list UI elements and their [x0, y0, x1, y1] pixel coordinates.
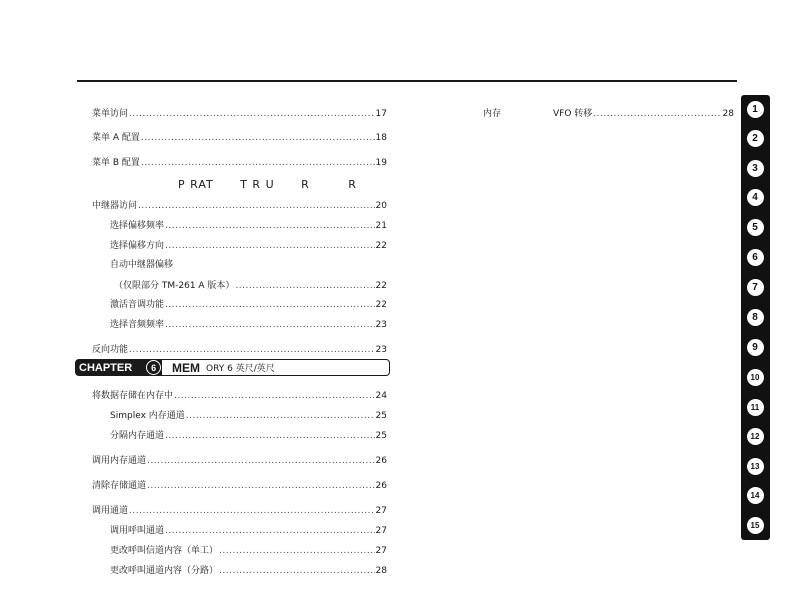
section-heading [178, 178, 357, 191]
toc-entry[interactable] [92, 132, 387, 144]
toc-page: 25 [375, 431, 387, 441]
chapter-number: 6 [146, 360, 161, 375]
chapter-tag [76, 360, 162, 375]
toc-entry[interactable] [553, 108, 734, 120]
leader-dots [165, 430, 375, 442]
toc-entry[interactable] [92, 480, 387, 492]
chapter-tab-4[interactable] [744, 186, 766, 208]
chapter-title-rest: ORY 6 英尺/英尺 [206, 364, 275, 374]
tab-number: 10 [747, 369, 764, 386]
toc-label: 调用呼叫通道 [110, 526, 165, 536]
toc-label: 调用通道 [92, 506, 129, 516]
leader-dots [165, 525, 375, 537]
toc-page: 26 [375, 456, 387, 466]
tab-number: 5 [747, 219, 764, 236]
leader-dots [186, 410, 375, 422]
chapter-tab-2[interactable] [744, 127, 766, 149]
toc-page: 27 [375, 526, 387, 536]
leader-dots [141, 132, 375, 144]
chapter-tab-8[interactable] [744, 306, 766, 328]
leader-dots [129, 505, 375, 517]
leader-dots [129, 344, 375, 356]
leader-dots [219, 565, 375, 577]
toc-page: 28 [375, 566, 387, 576]
toc-entry[interactable] [92, 200, 387, 212]
toc-entry[interactable] [110, 299, 387, 311]
toc-page: 26 [375, 481, 387, 491]
toc-page: 28 [722, 109, 734, 119]
tab-number: 3 [747, 160, 764, 177]
toc-entry[interactable] [92, 157, 387, 169]
tab-number: 14 [747, 487, 764, 504]
chapter-tab-9[interactable] [744, 336, 766, 358]
chapter-title [172, 360, 275, 375]
leader-dots [235, 280, 374, 292]
toc-page: 21 [375, 221, 387, 231]
leader-dots [147, 455, 375, 467]
heading-part: R [301, 178, 310, 191]
toc-entry[interactable] [110, 430, 387, 442]
chapter-tab-6[interactable] [744, 246, 766, 268]
toc-label: 中继器访问 [92, 201, 138, 211]
tab-number: 7 [747, 279, 764, 296]
heading-part: T R U [240, 178, 275, 191]
toc-entry[interactable] [114, 280, 387, 292]
leader-dots [138, 200, 375, 212]
toc-entry[interactable] [92, 505, 387, 517]
toc-label: 菜单 B 配置 [92, 158, 140, 168]
tab-number: 9 [747, 339, 764, 356]
tab-number: 11 [747, 399, 764, 416]
toc-entry[interactable] [110, 565, 387, 577]
toc-page: 22 [375, 241, 387, 251]
toc-page: 19 [375, 158, 387, 168]
leader-dots [219, 545, 375, 557]
right-entry-memory[interactable]: 内存 [483, 109, 502, 119]
chapter-tab-10[interactable] [744, 366, 766, 388]
toc-entry[interactable] [92, 344, 387, 356]
toc-label: （仅限部分 TM-261 A 版本） [114, 281, 235, 291]
toc-page: 24 [375, 391, 387, 401]
chapter-tab-11[interactable] [744, 396, 766, 418]
toc-page: 20 [375, 201, 387, 211]
toc-page: 22 [375, 300, 387, 310]
toc-label: 选择偏移方向 [110, 241, 165, 251]
toc-label: 调用内存通道 [92, 456, 147, 466]
toc-page: 17 [375, 109, 387, 119]
toc-label: 分隔内存通道 [110, 431, 165, 441]
toc-entry[interactable] [92, 108, 387, 120]
tab-number: 6 [747, 249, 764, 266]
leader-dots [165, 220, 375, 232]
tab-number: 8 [747, 309, 764, 326]
leader-dots [141, 157, 375, 169]
chapter-title-bold: MEM [172, 360, 200, 375]
tab-number: 2 [747, 130, 764, 147]
chapter-banner [75, 359, 390, 376]
toc-page: 27 [375, 506, 387, 516]
toc-subheading: 自动中继器偏移 [110, 260, 174, 270]
toc-entry[interactable] [110, 319, 387, 331]
chapter-tab-15[interactable] [744, 514, 766, 536]
tab-number: 4 [747, 189, 764, 206]
chapter-tab-14[interactable] [744, 484, 766, 506]
toc-label: 反向功能 [92, 345, 129, 355]
toc-page: 18 [375, 133, 387, 143]
chapter-tab-13[interactable] [744, 455, 766, 477]
tab-number: 13 [747, 458, 764, 475]
toc-entry[interactable] [110, 410, 387, 422]
heading-part: P RAT [178, 178, 214, 191]
toc-label: 更改呼叫信道内容（单工） [110, 546, 219, 556]
chapter-tabs [741, 95, 770, 540]
tab-number: 1 [747, 101, 764, 118]
toc-label: 将数据存储在内存中 [92, 391, 174, 401]
tab-number: 12 [747, 428, 764, 445]
leader-dots [147, 480, 375, 492]
toc-entry[interactable] [110, 525, 387, 537]
toc-label: VFO 转移 [553, 109, 593, 119]
toc-page: 25 [375, 411, 387, 421]
chapter-tab-3[interactable] [744, 157, 766, 179]
chapter-tab-7[interactable] [744, 276, 766, 298]
toc-entry[interactable] [110, 220, 387, 232]
toc-page: 23 [375, 345, 387, 355]
chapter-label: CHAPTER [79, 361, 133, 374]
leader-dots [165, 299, 375, 311]
leader-dots [129, 108, 375, 120]
chapter-tab-5[interactable] [744, 216, 766, 238]
toc-page: 27 [375, 546, 387, 556]
toc-page: 22 [375, 281, 387, 291]
leader-dots [174, 390, 375, 402]
leader-dots [165, 240, 375, 252]
leader-dots [593, 108, 721, 120]
toc-label: 激活音调功能 [110, 300, 165, 310]
toc-page: 23 [375, 320, 387, 330]
toc-label: 菜单 A 配置 [92, 133, 140, 143]
toc-label: 清除存储通道 [92, 481, 147, 491]
toc-entry[interactable] [92, 390, 387, 402]
toc-label: 菜单访问 [92, 109, 129, 119]
leader-dots [165, 319, 375, 331]
toc-label: Simplex 内存通道 [110, 411, 185, 421]
chapter-tab-1[interactable] [744, 98, 766, 120]
tab-number: 15 [747, 517, 764, 534]
toc-label: 选择音频频率 [110, 320, 165, 330]
toc-label: 选择偏移频率 [110, 221, 165, 231]
chapter-tab-12[interactable] [744, 425, 766, 447]
toc-entry[interactable] [92, 455, 387, 467]
toc-entry[interactable] [110, 545, 387, 557]
toc-label: 更改呼叫通道内容（分路） [110, 566, 219, 576]
heading-part: R [348, 178, 357, 191]
toc-entry[interactable] [110, 240, 387, 252]
